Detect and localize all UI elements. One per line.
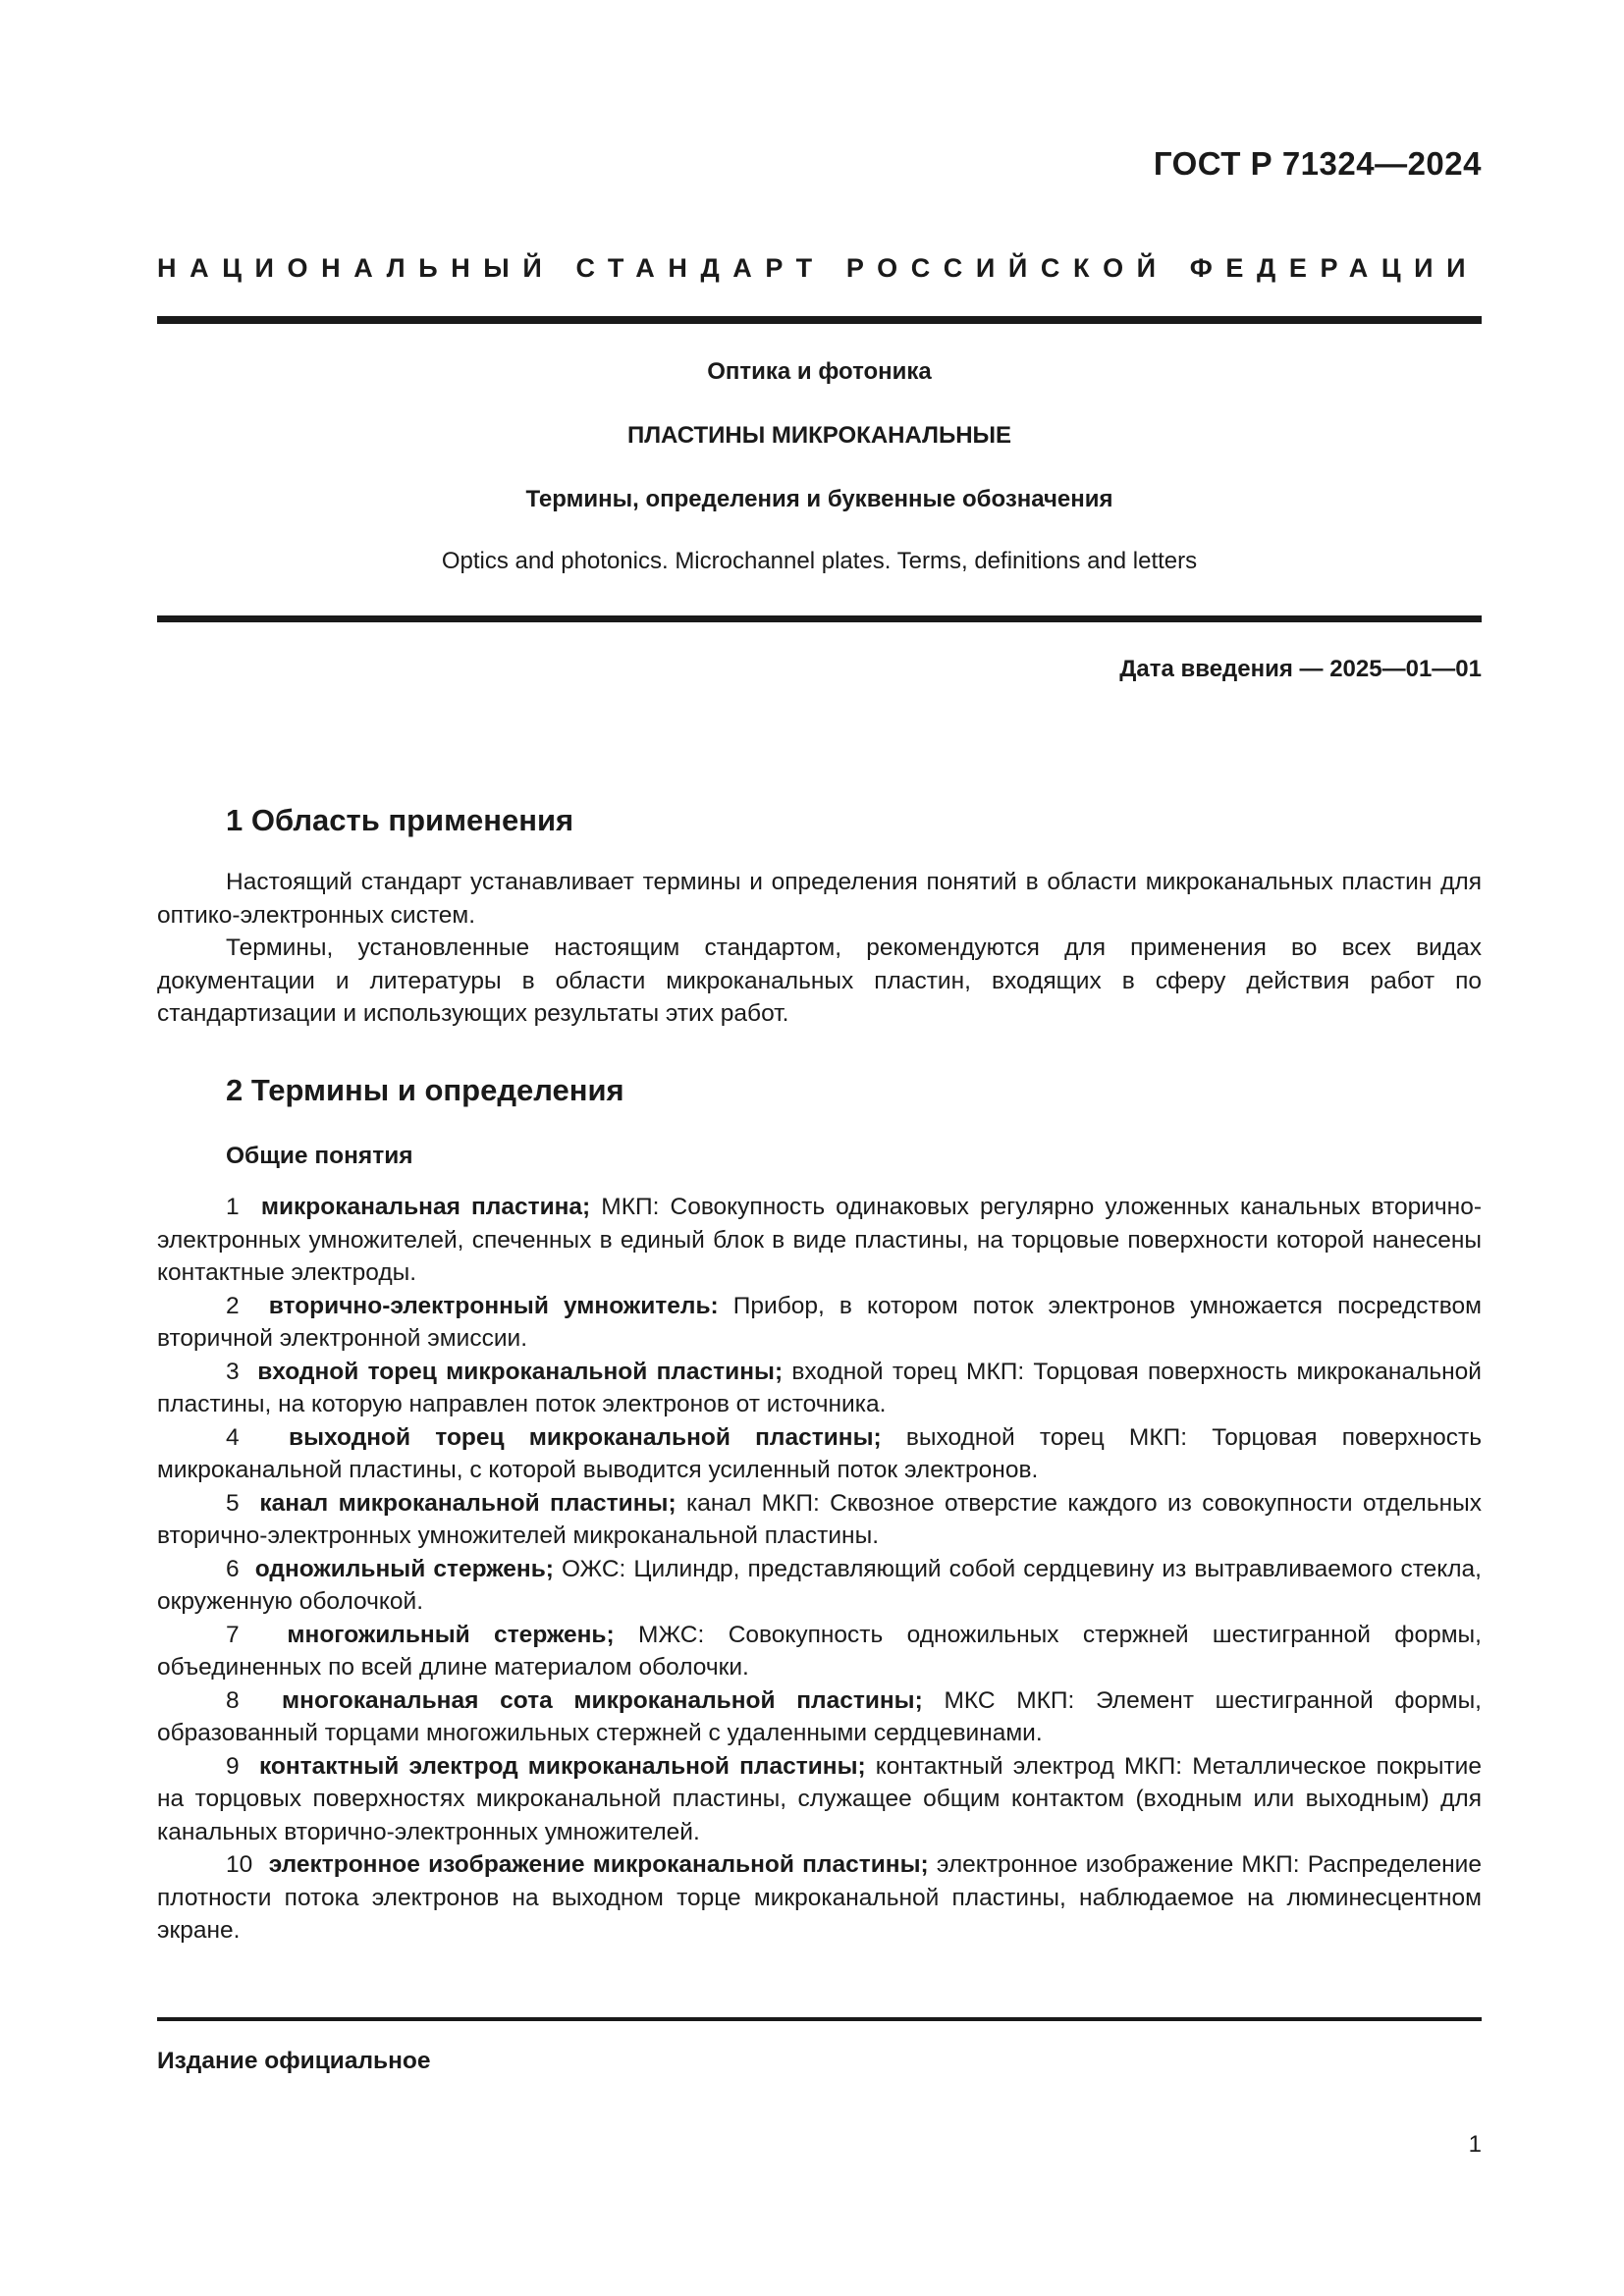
term-number: 7 bbox=[226, 1621, 240, 1648]
field-title: Оптика и фотоника bbox=[707, 358, 932, 385]
term-name: контактный электрод микроканальной пластины; bbox=[258, 1752, 866, 1780]
term-number: 3 bbox=[226, 1358, 240, 1385]
term-number: 4 bbox=[226, 1423, 240, 1451]
section-1-body bbox=[157, 866, 1482, 1031]
footer-divider bbox=[157, 2017, 1482, 2021]
term-entry bbox=[157, 1619, 1482, 1684]
term-name: многоканальная сота микроканальной пластины; bbox=[282, 1686, 923, 1714]
term-number: 10 bbox=[226, 1851, 253, 1878]
term-name: многожильный стержень; bbox=[287, 1621, 615, 1648]
term-definition: ОЖС: Цилиндр, представляющий собой сердцевину из вытравливаемого стекла, окруженную оболочкой. bbox=[157, 1555, 1482, 1615]
term-number: 5 bbox=[226, 1489, 240, 1517]
gost-number: ГОСТ Р 71324—2024 bbox=[1153, 145, 1482, 182]
term-number: 1 bbox=[226, 1194, 240, 1220]
official-edition-label: Издание официальное bbox=[157, 2048, 431, 2074]
term-entry bbox=[157, 1290, 1482, 1356]
paragraph: Настоящий стандарт устанавливает термины и определения понятий в области микроканальных пластин для оптико-электронных систем. bbox=[157, 869, 1482, 929]
document-title: ПЛАСТИНЫ МИКРОКАНАЛЬНЫЕ bbox=[626, 422, 1012, 449]
term-definition: МЖС: Совокупность одножильных стержней шестигранной формы, объединенных по всей длине материалом оболочки. bbox=[157, 1621, 1482, 1681]
term-definition: выходной торец МКП: Торцовая поверхность микроканальной пластины, с которой выводится усиленный поток электронов. bbox=[157, 1423, 1482, 1483]
term-name: вторично-электронный умножитель: bbox=[268, 1292, 719, 1319]
term-entry bbox=[157, 1848, 1482, 1948]
term-number: 8 bbox=[226, 1686, 240, 1714]
introduction-date: Дата введения — 2025—01—01 bbox=[1119, 656, 1482, 682]
section-2-heading: 2 Термины и определения bbox=[226, 1073, 624, 1107]
term-number: 6 bbox=[226, 1555, 240, 1582]
term-definition: канал МКП: Сквозное отверстие каждого из совокупности отдельных вторично-электронных умножителей микроканальной пластины. bbox=[157, 1489, 1482, 1549]
title-divider bbox=[157, 615, 1482, 622]
terms-list bbox=[157, 1191, 1482, 1948]
term-entry bbox=[157, 1421, 1482, 1487]
term-entry bbox=[157, 1684, 1482, 1750]
term-definition: Прибор, в котором поток электронов умножается посредством вторичной электронной эмиссии. bbox=[157, 1292, 1482, 1352]
term-number: 9 bbox=[226, 1752, 240, 1780]
term-number: 2 bbox=[226, 1292, 240, 1319]
term-definition: МКП: Совокупность одинаковых регулярно уложенных канальных вторично-электронных умножителей, спеченных в единый блок в виде пластины, на торцовые поверхности которой нанесены контактные электроды. bbox=[157, 1194, 1482, 1286]
paragraph: Термины, установленные настоящим стандартом, рекомендуются для применения во всех видах документации и литературы в области микроканальных пластин, входящих в сферу действия работ по стандартизации и использующих результаты этих работ. bbox=[157, 934, 1482, 1027]
page-number: 1 bbox=[1468, 2131, 1482, 2158]
term-entry bbox=[157, 1487, 1482, 1553]
section-1-heading: 1 Область применения bbox=[226, 803, 574, 837]
term-name: микроканальная пластина; bbox=[260, 1194, 591, 1220]
top-divider bbox=[157, 316, 1482, 324]
document-page bbox=[157, 0, 1482, 2296]
term-name: электронное изображение микроканальной пластины; bbox=[268, 1851, 929, 1878]
term-definition: электронное изображение МКП: Распределение плотности потока электронов на выходном торце микроканальной пластины, наблюдаемое на люминесцентном экране. bbox=[157, 1851, 1482, 1944]
term-entry bbox=[157, 1191, 1482, 1290]
document-subtitle: Термины, определения и буквенные обозначения bbox=[525, 486, 1113, 512]
term-name: входной торец микроканальной пластины; bbox=[257, 1358, 784, 1385]
english-title: Optics and photonics. Microchannel plates. Terms, definitions and letters bbox=[441, 548, 1198, 574]
term-definition: входной торец МКП: Торцовая поверхность микроканальной пластины, на которую направлен поток электронов от источника. bbox=[157, 1358, 1482, 1417]
term-name: канал микроканальной пластины; bbox=[259, 1489, 677, 1517]
term-entry bbox=[157, 1750, 1482, 1849]
term-entry bbox=[157, 1356, 1482, 1421]
term-definition: МКС МКП: Элемент шестигранной формы, образованный торцами многожильных стержней с удаленными сердцевинами. bbox=[157, 1686, 1482, 1746]
general-concepts-subheading: Общие понятия bbox=[226, 1143, 413, 1169]
term-name: одножильный стержень; bbox=[254, 1555, 554, 1582]
national-standard-banner: НАЦИОНАЛЬНЫЙ СТАНДАРТ РОССИЙСКОЙ ФЕДЕРАЦИИ bbox=[157, 253, 1480, 283]
term-definition: контактный электрод МКП: Металлическое покрытие на торцовых поверхностях микроканальной пластины, служащее общим контактом (входным или выходным) для канальных вторично-электронных умножителей. bbox=[157, 1752, 1482, 1845]
term-name: выходной торец микроканальной пластины; bbox=[289, 1423, 882, 1451]
term-entry bbox=[157, 1553, 1482, 1619]
